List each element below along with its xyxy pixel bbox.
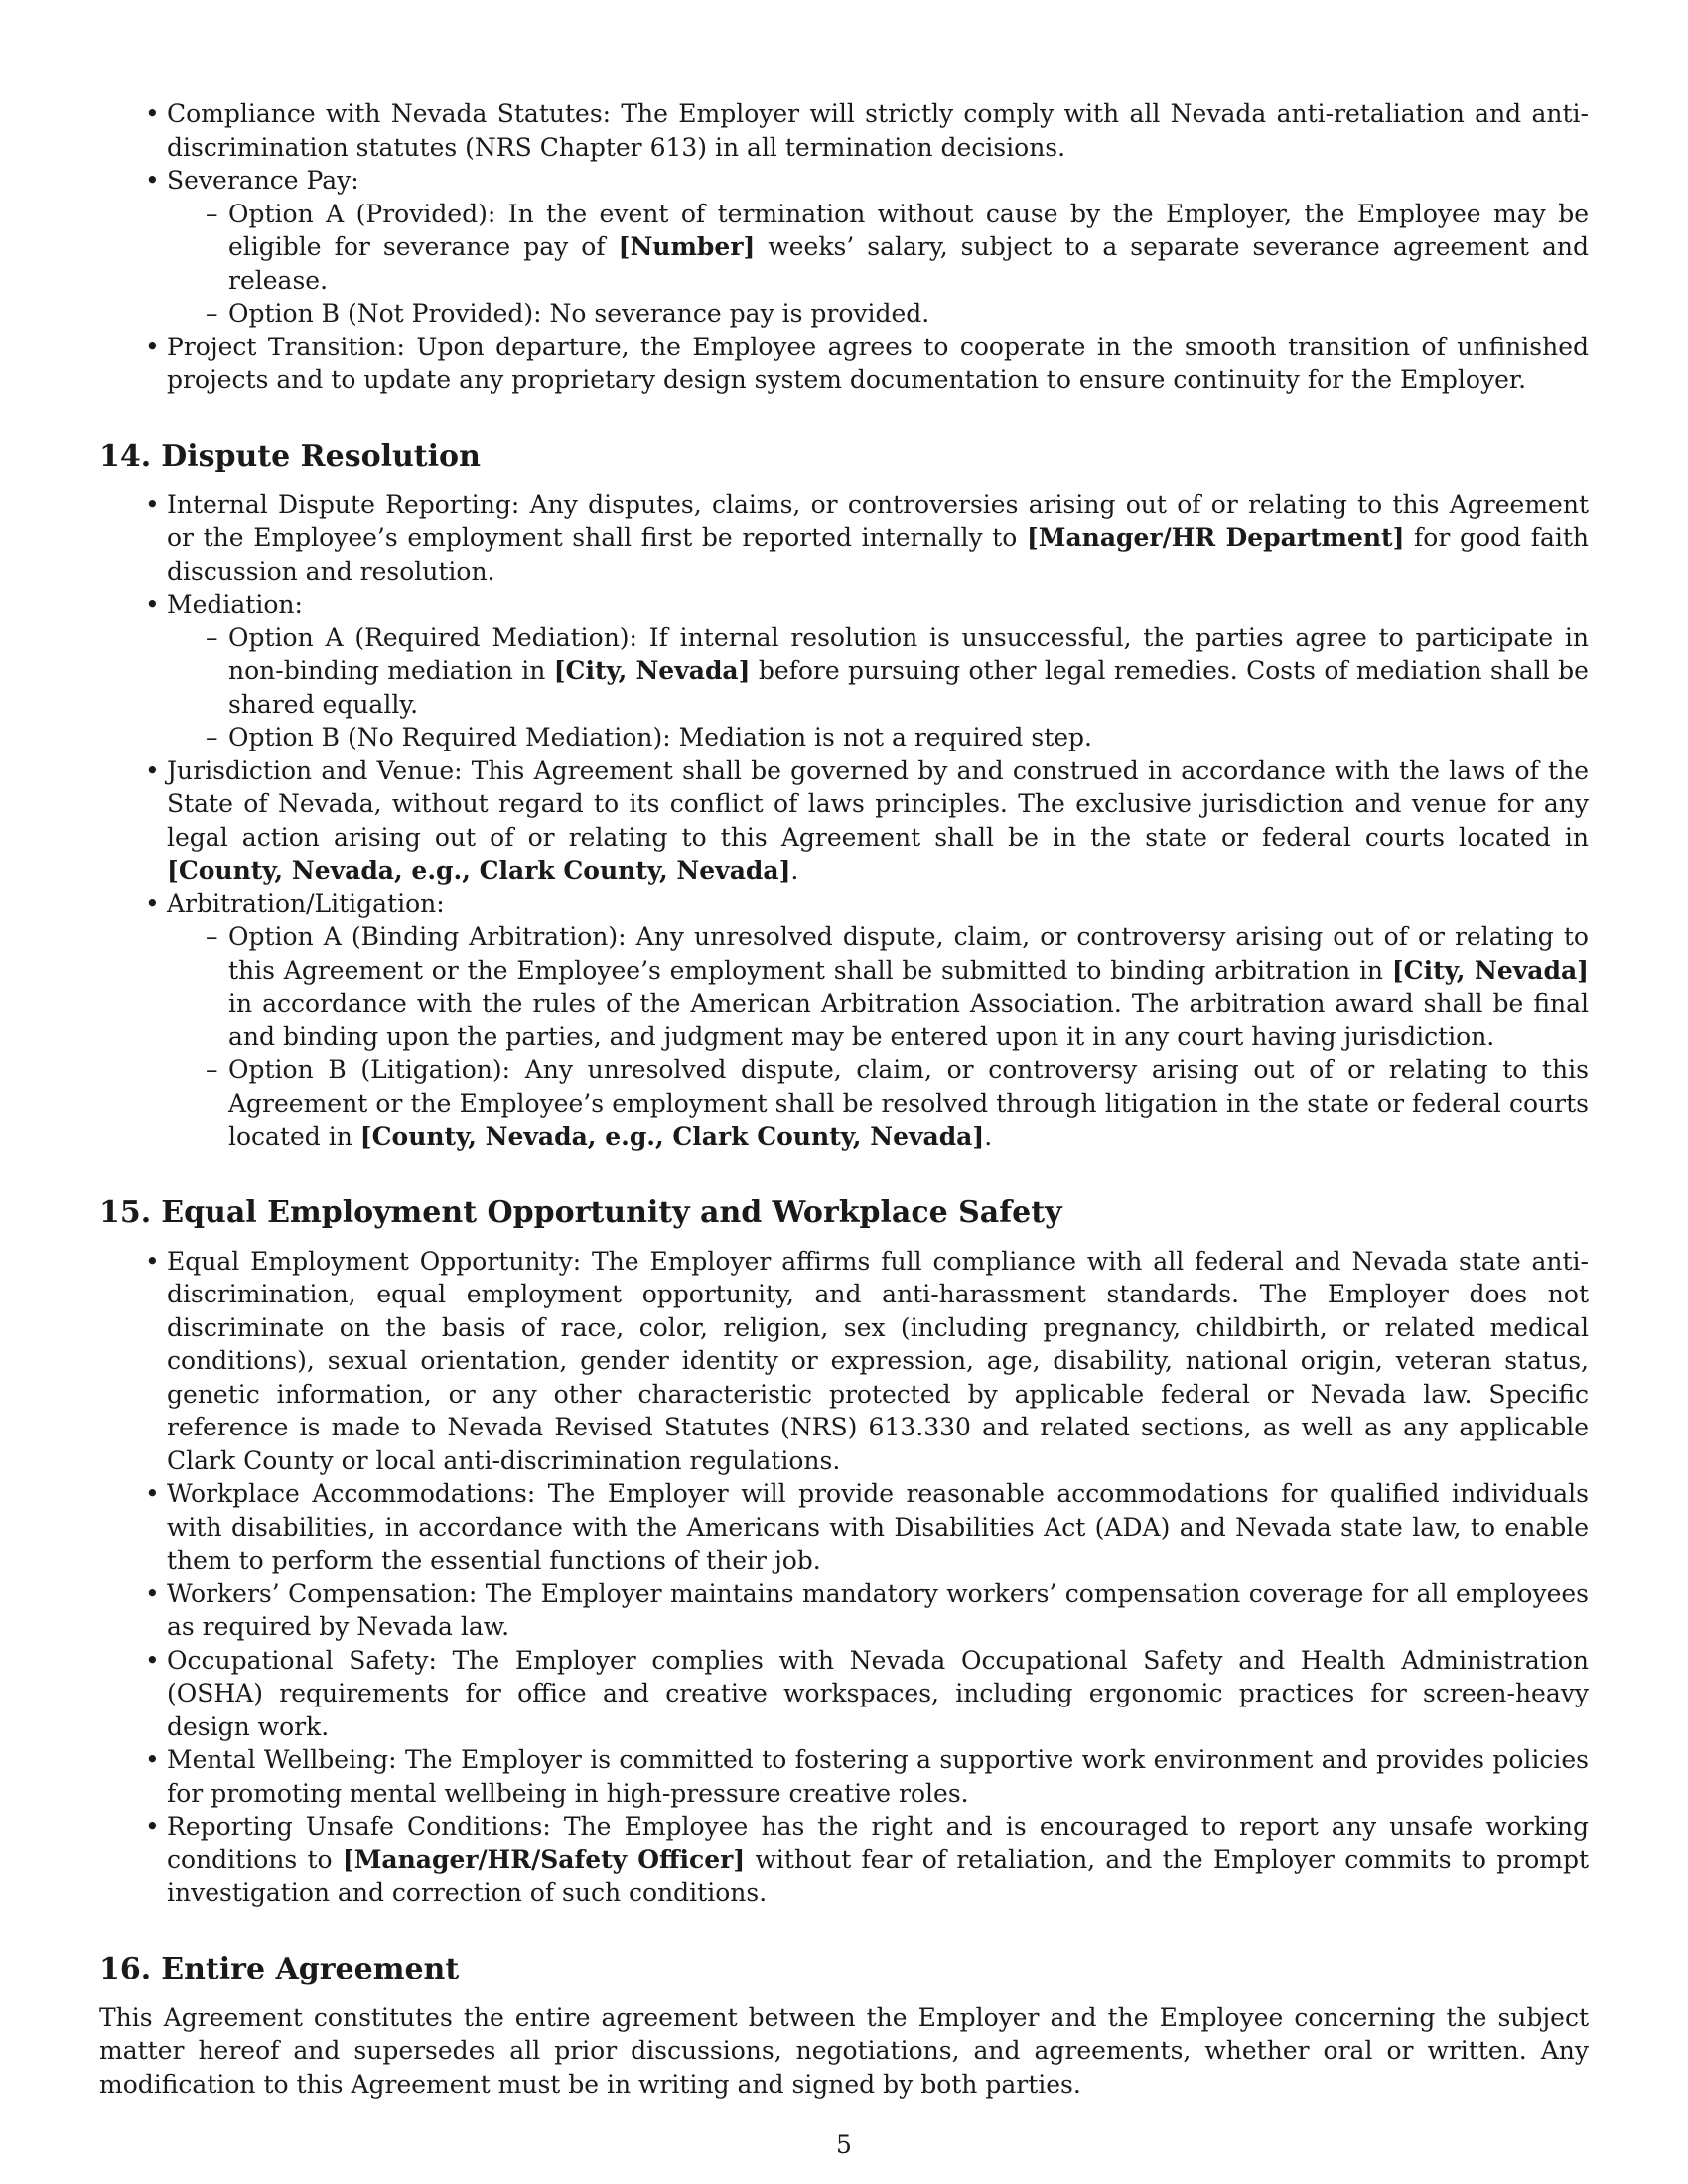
list-item: • Occupational Safety: The Employer complies with Nevada Occupational Safety and Health Administration (OSHA) requirements for office and creative workspaces, including ergonomic practices for screen-heavy design work.	[99, 1644, 1589, 1744]
list-item: • Equal Employment Opportunity: The Employer affirms full compliance with all federal and Nevada state anti-discrimination, equal employment opportunity, and anti-harassment standards. The Employer does not discriminate on the basis of race, color, religion, sex (including pregnancy, childbirth, or related medical conditions), sexual orientation, gender identity or expression, age, disability, national origin, veteran status, genetic information, or any other characteristic protected by applicable federal or Nevada law. Specific reference is made to Nevada Revised Statutes (NRS) 613.330 and related sections, as well as any applicable Clark County or local anti-discrimination regulations.	[99, 1245, 1589, 1478]
list-item: – Option A (Provided): In the event of termination without cause by the Employer, the Employee may be eligible for severance pay of [Number] weeks’ salary, subject to a separate severance agreement and release.	[167, 198, 1589, 298]
list-item: • Mental Wellbeing: The Employer is committed to fostering a supportive work environment and provides policies for promoting mental wellbeing in high-pressure creative roles.	[99, 1743, 1589, 1810]
list-item: • Mediation: – Option A (Required Mediation): If internal resolution is unsuccessful, the parties agree to participate in non-binding mediation in [City, Nevada] before pursuing other legal remedies. Costs of mediation shall be shared equally. – Option B (No Required Mediation): Mediation is not a required step.	[99, 588, 1589, 754]
mediation-options	[167, 621, 1589, 754]
placeholder-county: [County, Nevada, e.g., Clark County, Nevada]	[359, 1122, 985, 1151]
page-number: 5	[836, 2130, 852, 2159]
list-item: • Project Transition: Upon departure, the Employee agrees to cooperate in the smooth transition of unfinished projects and to update any proprietary design system documentation to ensure continuity for the Employer.	[99, 331, 1589, 397]
list-item: – Option B (Not Provided): No severance pay is provided.	[167, 297, 1589, 331]
list-item: • Reporting Unsafe Conditions: The Employee has the right and is encouraged to report any unsafe working conditions to [Manager/HR/Safety Officer] without fear of retaliation, and the Employer commits to prompt investigation and correction of such conditions.	[99, 1810, 1589, 1910]
list-item: • Internal Dispute Reporting: Any disputes, claims, or controversies arising out of or relating to this Agreement or the Employee’s employment shall first be reported internally to [Manager/HR Department] for good faith discussion and resolution.	[99, 488, 1589, 589]
section-14-list	[99, 488, 1589, 1154]
section-15-list	[99, 1245, 1589, 1910]
section-heading-15: 15. Equal Employment Opportunity and Workplace Safety	[99, 1194, 1062, 1230]
placeholder-city: [City, Nevada]	[553, 656, 751, 685]
placeholder-manager-hr: [Manager/HR Department]	[1026, 523, 1405, 552]
list-item: • Workers’ Compensation: The Employer maintains mandatory workers’ compensation coverage for all employees as required by Nevada law.	[99, 1577, 1589, 1644]
list-item: • Severance Pay: – Option A (Provided): In the event of termination without cause by the Employer, the Employee may be eligible for severance pay of [Number] weeks’ salary, subject to a separate severance agreement and release. – Option B (Not Provided): No severance pay is provided.	[99, 164, 1589, 331]
placeholder-number: [Number]	[618, 232, 756, 261]
placeholder-county: [County, Nevada, e.g., Clark County, Nevada]	[167, 856, 791, 885]
section-heading-14: 14. Dispute Resolution	[99, 438, 481, 474]
section-16-body: This Agreement constitutes the entire agreement between the Employer and the Employee concerning the subject matter hereof and supersedes all prior discussions, negotiations, and agreements, whether oral or written. Any modification to this Agreement must be in writing and signed by both parties.	[99, 2002, 1589, 2099]
section-heading-16: 16. Entire Agreement	[99, 1951, 460, 1986]
placeholder-safety-officer: [Manager/HR/Safety Officer]	[342, 1844, 746, 1874]
list-item: – Option B (No Required Mediation): Mediation is not a required step.	[167, 721, 1589, 754]
document-page	[99, 97, 1589, 2101]
severance-options	[167, 198, 1589, 331]
list-item: • Jurisdiction and Venue: This Agreement shall be governed by and construed in accordance with the laws of the State of Nevada, without regard to its conflict of laws principles. The exclusive jurisdiction and venue for any legal action arising out of or relating to this Agreement shall be in the state or federal courts located in [County, Nevada, e.g., Clark County, Nevada].	[99, 754, 1589, 887]
section-13-list	[99, 97, 1589, 397]
list-item: • Compliance with Nevada Statutes: The Employer will strictly comply with all Nevada anti-retaliation and anti-discrimination statutes (NRS Chapter 613) in all termination decisions.	[99, 97, 1589, 164]
list-item: – Option A (Binding Arbitration): Any unresolved dispute, claim, or controversy arising out of or relating to this Agreement or the Employee’s employment shall be submitted to binding arbitration in [City, Nevada] in accordance with the rules of the American Arbitration Association. The arbitration award shall be final and binding upon the parties, and judgment may be entered upon it in any court having jurisdiction.	[167, 920, 1589, 1053]
placeholder-city: [City, Nevada]	[1391, 955, 1589, 985]
list-item: • Arbitration/Litigation: – Option A (Binding Arbitration): Any unresolved dispute, claim, or controversy arising out of or relating to this Agreement or the Employee’s employment shall be submitted to binding arbitration in [City, Nevada] in accordance with the rules of the American Arbitration Association. The arbitration award shall be final and binding upon the parties, and judgment may be entered upon it in any court having jurisdiction. – Option B (Litigation): Any unresolved dispute, claim, or controversy arising out of or relating to this Agreement or the Employee’s employment shall be resolved through litigation in the state or federal courts located in [County, Nevada, e.g., Clark County, Nevada].	[99, 887, 1589, 1154]
list-item: • Workplace Accommodations: The Employer will provide reasonable accommodations for qualified individuals with disabilities, in accordance with the Americans with Disabilities Act (ADA) and Nevada state law, to enable them to perform the essential functions of their job.	[99, 1477, 1589, 1577]
list-item: – Option A (Required Mediation): If internal resolution is unsuccessful, the parties agree to participate in non-binding mediation in [City, Nevada] before pursuing other legal remedies. Costs of mediation shall be shared equally.	[167, 621, 1589, 722]
list-item: – Option B (Litigation): Any unresolved dispute, claim, or controversy arising out of or relating to this Agreement or the Employee’s employment shall be resolved through litigation in the state or federal courts located in [County, Nevada, e.g., Clark County, Nevada].	[167, 1053, 1589, 1154]
arbitration-options	[167, 920, 1589, 1154]
